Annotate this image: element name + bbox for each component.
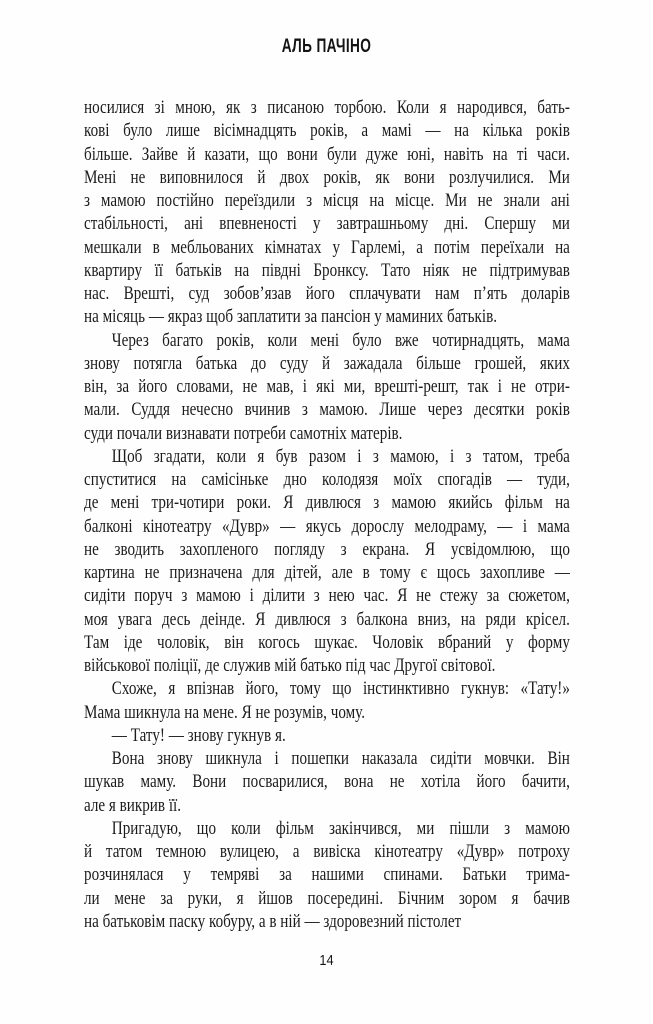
text-line: ли мене за руки, я йшов посередині. Бічним зором я бачив — [84, 888, 570, 909]
text-line: на місяць — якраз щоб заплатити за пансіон у маминих батьків. — [84, 307, 498, 328]
text-line: моя увага десь деінде. Я дивлюся з балкона вниз, на ряди крісел. — [84, 609, 570, 630]
text-line: — Тату! — знову гукнув я. — [111, 725, 286, 746]
text-line: сидіти поруч з мамою і ділити з нею час. Я не стежу за сюжетом, — [84, 586, 570, 607]
text-line: Через багато років, коли мені було вже чотирнадцять, мама — [111, 330, 570, 351]
text-line: мешкали в мебльованих кімнатах у Гарлемі, а потім переїхали на — [84, 237, 570, 258]
text-line: шукав маму. Вони посварилися, вона не хотіла його бачити, — [84, 772, 570, 793]
text-line: мали. Суддя нечесно вчинив з мамою. Лише через десятки років — [84, 400, 570, 421]
text-line: Мама шикнула на мене. Я не розумів, чому. — [84, 702, 366, 723]
text-line: суди почали визнавати потреби самотніх матерів. — [84, 423, 403, 444]
text-line: він, за його словами, не мав, і які ми, врешті-решт, так і не отри- — [84, 377, 570, 397]
text-line: балконі кінотеатру «Дувр» — якусь дорослу мелодраму, — і мама — [84, 516, 570, 537]
text-line: Вона знову шикнула і пошепки наказала сидіти мовчки. Він — [111, 749, 570, 769]
text-line: розчинялася у темряві за нашими спинами. Батьки трима- — [84, 865, 570, 886]
text-line: Пригадую, що коли фільм закінчився, ми пішли з мамою — [111, 818, 570, 839]
running-header: АЛЬ ПАЧІНО — [281, 36, 372, 57]
text-line: й татом темною вулицею, а вивіска кінотеатру «Дувр» потроху — [84, 842, 570, 862]
body-text — [84, 97, 570, 934]
text-line: Мені не виповнилося й двох років, як вони розлучилися. Ми — [84, 167, 570, 188]
text-line: Схоже, я впізнав його, тому що інстинктивно гукнув: «Тату!» — [111, 679, 570, 700]
text-line: Щоб згадати, коли я був разом і з мамою, і з татом, треба — [111, 446, 570, 467]
text-line: стабільності, ані впевненості у завтрашньому дні. Спершу ми — [84, 214, 570, 235]
text-line: де мені три-чотири роки. Я дивлюся з мамою якийсь фільм на — [84, 493, 570, 514]
text-line: не зводить захопленого погляду з екрана. Я усвідомлюю, що — [84, 539, 570, 560]
text-line: на батьковім паску кобуру, а в ній — здоровезний пістолет — [84, 911, 462, 932]
text-line: з мамою постійно переїздили з місця на місце. Ми не знали ані — [84, 191, 570, 211]
text-line: військової поліції, де служив мій батько під час Другої світової. — [84, 656, 496, 676]
text-line: картина не призначена для дітей, але в тому є щось захопливе — — [84, 563, 570, 583]
page-number: 14 — [319, 952, 334, 969]
text-line: кові було лише вісімнадцять років, а мамі — на кілька років — [84, 121, 570, 142]
text-line: Там іде чоловік, він когось шукає. Чоловік вбраний у форму — [84, 632, 570, 653]
text-line: знову потягла батька до суду й зажадала більше грошей, яких — [84, 353, 570, 374]
text-line: спуститися на самісіньке дно колодязя моїх спогадів — туди, — [84, 470, 570, 490]
text-line: квартиру її батьків на півдні Бронксу. Тато ніяк не підтримував — [84, 260, 570, 281]
text-line: але я викрив її. — [84, 795, 182, 816]
text-line: носилися зі мною, як з писаною торбою. Коли я народився, бать- — [84, 98, 570, 118]
text-line: більше. Зайве й казати, що вони були дуже юні, навіть на ті часи. — [84, 144, 570, 165]
text-line: нас. Врешті, суд зобов’язав його сплачувати нам п’ять доларів — [84, 284, 570, 304]
